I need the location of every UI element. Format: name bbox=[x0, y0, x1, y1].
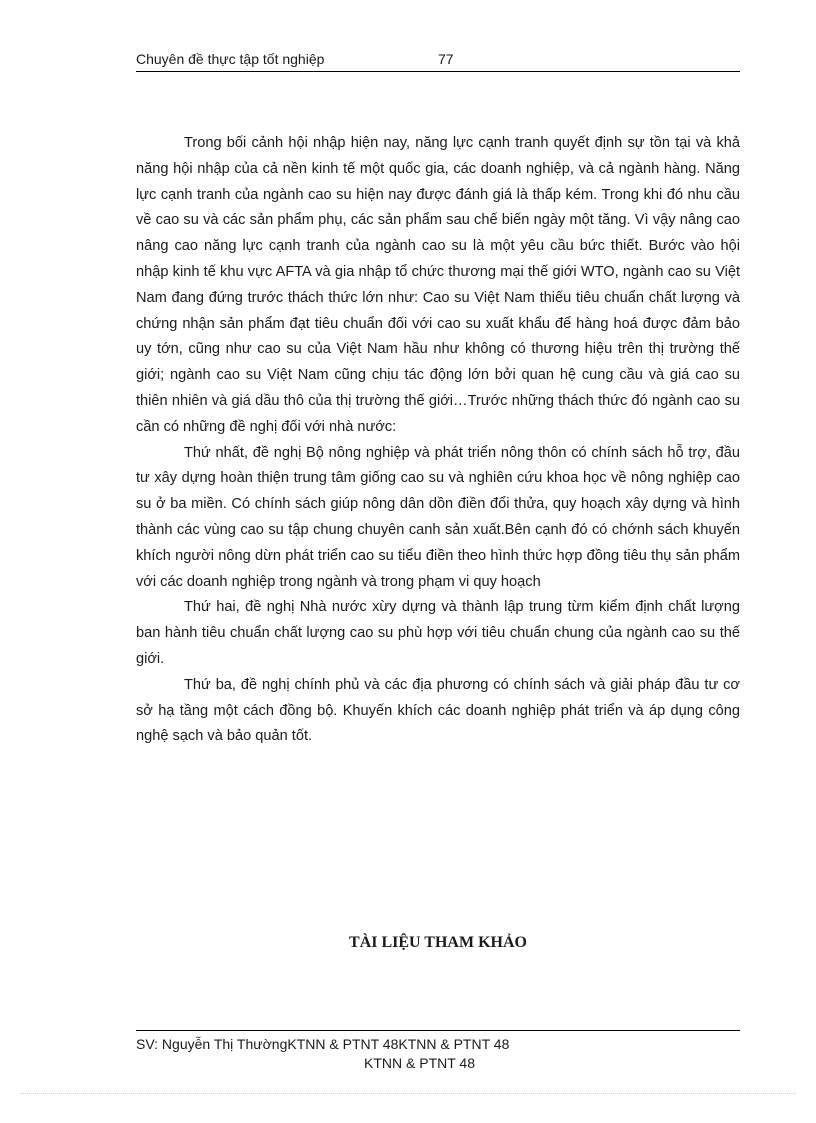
page-number: 77 bbox=[438, 51, 454, 67]
page-footer bbox=[136, 1030, 740, 1073]
body-text bbox=[136, 131, 740, 750]
paragraph-second-proposal: Thứ hai, đề nghị Nhà nước xừy dựng và thành lập trung từm kiểm định chất lượng ban hành tiêu chuẩn chất lượng cao su phù hợp với tiêu chuẩn chung của ngành cao su thế giới. bbox=[136, 599, 740, 667]
paragraph-first-proposal: Thứ nhất, đề nghị Bộ nông nghiệp và phát triển nông thôn có chính sách hỗ trợ, đầu tư xây dựng hoàn thiện trung tâm giống cao su và nghiên cứu khoa học về nông nghiệp cao su ở ba miền. Có chính sách giúp nông dân dồn điền đổi thửa, quy hoạch xây dựng và hình thành các vùng cao su tập chung chuyên canh sản xuất.Bên cạnh đó có chớnh sách khuyến khích người nông dừn phát triển cao su tiểu điền theo hình thức hợp đồng tiêu thụ sản phẩm với các doanh nghiệp trong ngành và trong phạm vi quy hoạch bbox=[136, 444, 740, 590]
footer-line-student: SV: Nguyễn Thị ThườngKTNN & PTNT 48KTNN & PTNT 48 bbox=[136, 1036, 510, 1052]
page-header bbox=[136, 49, 740, 72]
page-bottom-divider bbox=[20, 1093, 796, 1094]
paragraph-third-proposal: Thứ ba, đề nghị chính phủ và các địa phương có chính sách và giải pháp đầu tư cơ sở hạ tầng một cách đồng bộ. Khuyến khích các doanh nghiệp phát triển và áp dụng công nghệ sạch và bảo quản tốt. bbox=[136, 676, 740, 745]
section-heading: TÀI LIỆU THAM KHẢO bbox=[349, 934, 527, 951]
paragraph-intro: Trong bối cảnh hội nhập hiện nay, năng lực cạnh tranh quyết định sự tồn tại và khả năng hội nhập của cả nền kinh tế một quốc gia, các doanh nghiệp, và cả ngành hàng. Năng lực cạnh tranh của ngành cao su hiện nay được đánh giá là thấp kém. Trong khi đó nhu cầu về cao su và các sản phẩm phụ, các sản phẩm sau chế biến ngày một tăng. Vì vậy nâng cao nâng cao năng lực cạnh tranh của ngành cao su là một yêu cầu bức thiết. Bước vào hội nhập kinh tế khu vực AFTA và gia nhập tổ chức thương mại thế giới WTO, ngành cao su Việt Nam đang đứng trước thách thức lớn như: Cao su Việt Nam thiếu tiêu chuẩn chất lượng và chứng nhận sản phẩm đạt tiêu chuẩn đối với cao su xuất khẩu để hàng hoá được đảm bảo uy tớn, cũng như cao su của Việt Nam hầu như không có thương hiệu trên thị trường thế giới; ngành cao su Việt Nam cũng chịu tác động lớn bởi quan hệ cung cầu và giá cao su thiên nhiên và giá dầu thô của thị trường thế giới…Trước những thách thức đó ngành cao su cần có những đề nghị đối với nhà nước: bbox=[136, 135, 740, 435]
header-title: Chuyên đề thực tập tốt nghiệp bbox=[136, 51, 325, 67]
footer-line-class: KTNN & PTNT 48 bbox=[364, 1055, 475, 1071]
